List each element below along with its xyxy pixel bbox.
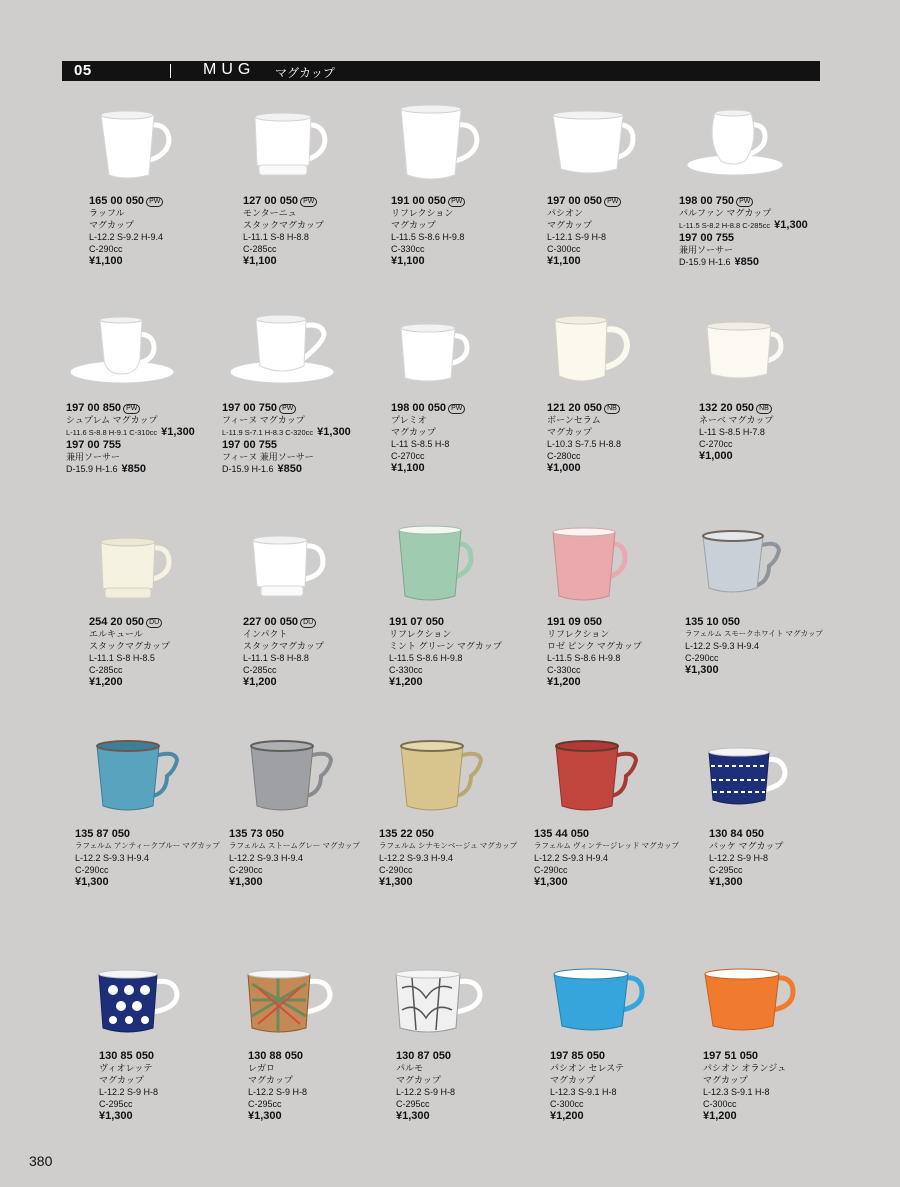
product-price: ¥1,300	[685, 664, 719, 676]
product-price: ¥1,000	[699, 450, 733, 462]
product-name: リフレクション	[389, 629, 452, 639]
mug-photo	[679, 103, 789, 193]
line-badge: PW	[300, 197, 317, 207]
product-name: ラフェルム ストームグレー マグカップ	[229, 841, 360, 850]
mug-photo	[685, 524, 795, 614]
line-badge: PW	[736, 197, 753, 207]
product-item[interactable]	[703, 958, 853, 1122]
product-capacity: C-295cc	[248, 1099, 282, 1109]
product-name: ヴィオレッテ	[99, 1063, 153, 1073]
product-capacity: C-300cc	[547, 244, 581, 254]
section-title-jp: マグカップ	[275, 66, 335, 80]
product-dimensions: L-11.1 S-8 H-8.8	[243, 232, 309, 242]
product-capacity: C-285cc	[89, 665, 123, 675]
product-code: 191 00 050	[391, 195, 447, 207]
product-code: 191 09 050	[547, 616, 603, 628]
product-type: スタックマグカップ	[243, 641, 324, 651]
product-dimensions: L-12.2 S-9 H-8	[396, 1087, 456, 1097]
product-code: 121 20 050	[547, 402, 603, 414]
saucer-code: 197 00 755	[679, 232, 735, 244]
product-dimensions: L-11.5 S-8.6 H-9.8	[391, 232, 465, 242]
product-code: 197 00 750	[222, 402, 278, 414]
product-item[interactable]	[75, 736, 225, 888]
product-name: モンターニュ	[243, 208, 297, 218]
product-item[interactable]	[709, 736, 859, 888]
mug-photo	[248, 958, 358, 1048]
saucer-dimensions: D-15.9 H-1.6	[679, 257, 731, 267]
product-item[interactable]	[391, 310, 541, 474]
line-badge: NB	[756, 404, 772, 414]
mug-photo	[99, 958, 209, 1048]
saucer-price: ¥850	[734, 256, 760, 268]
saucer-name: 兼用ソーサー	[66, 452, 121, 462]
product-item[interactable]	[243, 103, 393, 267]
product-code: 135 44 050	[534, 828, 590, 840]
line-badge: DU	[146, 618, 162, 628]
product-price: ¥1,200	[243, 676, 277, 688]
product-item[interactable]	[243, 524, 393, 688]
product-type: マグカップ	[396, 1075, 441, 1085]
product-capacity: C-330cc	[391, 244, 425, 254]
product-capacity: C-290cc	[379, 865, 413, 875]
mug-photo	[534, 736, 644, 826]
product-item[interactable]	[391, 103, 541, 267]
product-dimensions: L-12.2 S-9.3 H-9.4	[685, 641, 760, 651]
product-dimensions: L-12.1 S-9 H-8	[547, 232, 607, 242]
product-name: リフレクション	[391, 208, 454, 218]
product-capacity: C-290cc	[685, 653, 719, 663]
section-title-en: MUG	[203, 61, 256, 78]
product-name: シュプレム マグカップ	[66, 415, 158, 425]
product-item[interactable]	[396, 958, 546, 1122]
product-dimensions: L-11.6 S-8.8 H-9.1 C-310cc	[66, 428, 158, 437]
product-price: ¥1,200	[389, 676, 423, 688]
mug-photo	[66, 310, 176, 400]
mug-photo	[547, 103, 657, 193]
product-price: ¥1,300	[229, 876, 263, 888]
product-price: ¥1,300	[396, 1110, 430, 1122]
product-code: 227 00 050	[243, 616, 299, 628]
product-price: ¥1,200	[703, 1110, 737, 1122]
mug-photo	[89, 103, 199, 193]
product-type: マグカップ	[248, 1075, 293, 1085]
mug-photo	[547, 310, 657, 400]
product-capacity: C-290cc	[229, 865, 263, 875]
product-type: スタックマグカップ	[89, 641, 170, 651]
product-code: 127 00 050	[243, 195, 299, 207]
product-price: ¥1,300	[248, 1110, 282, 1122]
product-code: 191 07 050	[389, 616, 445, 628]
product-item[interactable]	[99, 958, 249, 1122]
product-price: ¥1,000	[547, 462, 581, 474]
product-dimensions: L-11.5 S-8.6 H-9.8	[547, 653, 621, 663]
product-price: ¥1,300	[161, 426, 195, 438]
product-dimensions: L-12.2 S-9.2 H-9.4	[89, 232, 164, 242]
product-item[interactable]	[679, 103, 839, 268]
product-code: 254 20 050	[89, 616, 145, 628]
saucer-code: 197 00 755	[66, 439, 122, 451]
product-price: ¥1,300	[75, 876, 109, 888]
section-number: 05	[74, 62, 92, 79]
mug-photo	[391, 310, 501, 400]
saucer-dimensions: D-15.9 H-1.6	[66, 464, 118, 474]
product-price: ¥1,300	[534, 876, 568, 888]
product-name: ラッフル	[89, 208, 125, 218]
product-name: バッケ マグカップ	[709, 841, 784, 851]
product-name: ラフェルム シナモンベージュ マグカップ	[379, 841, 518, 850]
product-type: マグカップ	[547, 220, 592, 230]
product-name: インパクト	[243, 629, 288, 639]
product-capacity: C-330cc	[547, 665, 581, 675]
mug-photo	[389, 524, 499, 614]
product-code: 165 00 050	[89, 195, 145, 207]
product-type: マグカップ	[391, 220, 436, 230]
product-price: ¥1,100	[89, 255, 123, 267]
product-price: ¥1,300	[379, 876, 413, 888]
product-capacity: C-290cc	[75, 865, 109, 875]
product-dimensions: L-12.2 S-9.3 H-9.4	[229, 853, 304, 863]
product-item[interactable]	[66, 310, 226, 475]
product-type: マグカップ	[703, 1075, 748, 1085]
product-item[interactable]	[547, 103, 697, 267]
product-capacity: C-285cc	[243, 665, 277, 675]
line-badge: NB	[604, 404, 620, 414]
mug-photo	[229, 736, 339, 826]
product-dimensions: L-11 S-8.5 H-8	[391, 439, 450, 449]
mug-photo	[709, 736, 819, 826]
product-name: パシオン セレステ	[550, 1063, 625, 1073]
product-type: マグカップ	[550, 1075, 595, 1085]
saucer-code: 197 00 755	[222, 439, 278, 451]
product-code: 130 84 050	[709, 828, 765, 840]
product-name: ラフェルム アンティークブルー マグカップ	[75, 841, 220, 850]
product-name: パシオン オランジュ	[703, 1063, 787, 1073]
product-item[interactable]	[248, 958, 398, 1122]
saucer-name: 兼用ソーサー	[679, 245, 734, 255]
product-dimensions: L-12.2 S-9 H-8	[99, 1087, 159, 1097]
product-name: パシオン	[547, 208, 584, 218]
product-item[interactable]	[685, 524, 845, 676]
product-price: ¥1,100	[243, 255, 277, 267]
product-item[interactable]	[379, 736, 529, 888]
product-price: ¥1,200	[89, 676, 123, 688]
product-dimensions: L-11.5 S-8.6 H-9.8	[389, 653, 463, 663]
line-badge: PW	[448, 404, 465, 414]
product-capacity: C-295cc	[709, 865, 743, 875]
saucer-dimensions: D-15.9 H-1.6	[222, 464, 274, 474]
product-capacity: C-290cc	[89, 244, 123, 254]
product-item[interactable]	[550, 958, 700, 1122]
saucer-price: ¥850	[277, 463, 303, 475]
product-dimensions: L-12.3 S-9.1 H-8	[550, 1087, 617, 1097]
line-badge: DU	[300, 618, 316, 628]
product-dimensions: L-12.2 S-9.3 H-9.4	[534, 853, 609, 863]
product-dimensions: L-10.3 S-7.5 H-8.8	[547, 439, 622, 449]
product-type: マグカップ	[99, 1075, 144, 1085]
header-divider	[170, 64, 171, 78]
product-capacity: C-295cc	[99, 1099, 133, 1109]
product-code: 197 00 850	[66, 402, 122, 414]
product-code: 135 10 050	[685, 616, 741, 628]
saucer-price: ¥850	[121, 463, 147, 475]
mug-photo	[75, 736, 185, 826]
product-name: リフレクション	[547, 629, 610, 639]
product-type: ミント グリーン マグカップ	[389, 641, 502, 651]
product-code: 135 87 050	[75, 828, 131, 840]
product-name: エルキュール	[89, 629, 143, 639]
product-code: 198 00 050	[391, 402, 447, 414]
product-dimensions: L-12.3 S-9.1 H-8	[703, 1087, 770, 1097]
product-code: 135 22 050	[379, 828, 435, 840]
line-badge: PW	[604, 197, 621, 207]
product-code: 132 20 050	[699, 402, 755, 414]
product-dimensions: L-12.2 S-9.3 H-9.4	[379, 853, 454, 863]
mug-photo	[550, 958, 660, 1048]
product-type: マグカップ	[547, 427, 592, 437]
product-price: ¥1,200	[550, 1110, 584, 1122]
mug-photo	[396, 958, 506, 1048]
product-item[interactable]	[547, 524, 697, 688]
product-name: プレミオ	[391, 415, 427, 425]
product-code: 130 88 050	[248, 1050, 304, 1062]
product-code: 130 85 050	[99, 1050, 155, 1062]
product-code: 130 87 050	[396, 1050, 452, 1062]
product-code: 197 51 050	[703, 1050, 759, 1062]
product-type: マグカップ	[391, 427, 436, 437]
product-item[interactable]	[229, 736, 379, 888]
product-price: ¥1,300	[709, 876, 743, 888]
product-item[interactable]	[389, 524, 539, 688]
product-name: レガロ	[248, 1063, 276, 1073]
mug-photo	[547, 524, 657, 614]
product-dimensions: L-12.2 S-9.3 H-9.4	[75, 853, 150, 863]
product-price: ¥1,300	[99, 1110, 133, 1122]
section-header-bar	[62, 61, 820, 81]
mug-photo	[379, 736, 489, 826]
page-number: 380	[29, 1153, 53, 1169]
mug-photo	[243, 103, 353, 193]
product-price: ¥1,300	[317, 426, 351, 438]
product-dimensions: L-11.1 S-8 H-8.5	[89, 653, 155, 663]
mug-photo	[391, 103, 501, 193]
line-badge: PW	[123, 404, 140, 414]
product-dimensions: L-11.9 S-7.1 H-8.3 C-320cc	[222, 428, 314, 437]
product-type: マグカップ	[89, 220, 134, 230]
product-code: 198 00 750	[679, 195, 735, 207]
product-type: ロゼ ピンク マグカップ	[547, 641, 642, 651]
product-capacity: C-300cc	[703, 1099, 737, 1109]
product-dimensions: L-11.5 S-8.2 H-8.8 C-285cc	[679, 221, 771, 230]
product-dimensions: L-11.1 S-8 H-8.8	[243, 653, 309, 663]
product-code: 135 73 050	[229, 828, 285, 840]
product-name: パルファン マグカップ	[679, 208, 772, 218]
saucer-name: フィーヌ 兼用ソーサー	[222, 452, 314, 462]
product-price: ¥1,100	[391, 462, 425, 474]
product-dimensions: L-12.2 S-9 H-8	[248, 1087, 308, 1097]
product-capacity: C-280cc	[547, 451, 581, 461]
mug-photo	[89, 524, 199, 614]
mug-photo	[222, 310, 332, 400]
product-name: ラフェルム スモークホワイト マグカップ	[685, 629, 823, 638]
product-capacity: C-295cc	[396, 1099, 430, 1109]
product-name: ネーベ マグカップ	[699, 415, 774, 425]
product-item[interactable]	[89, 524, 239, 688]
product-price: ¥1,100	[391, 255, 425, 267]
product-name: ラフェルム ヴィンテージレッド マグカップ	[534, 841, 680, 850]
product-item[interactable]	[699, 310, 849, 462]
product-name: パルモ	[396, 1063, 424, 1073]
product-dimensions: L-12.2 S-9 H-8	[709, 853, 769, 863]
product-code: 197 00 050	[547, 195, 603, 207]
product-capacity: C-285cc	[243, 244, 277, 254]
product-type: スタックマグカップ	[243, 220, 324, 230]
product-price: ¥1,100	[547, 255, 581, 267]
product-price: ¥1,200	[547, 676, 581, 688]
product-name: フィーヌ マグカップ	[222, 415, 305, 425]
product-capacity: C-270cc	[391, 451, 425, 461]
product-dimensions: L-11 S-8.5 H-7.8	[699, 427, 765, 437]
product-item[interactable]	[89, 103, 239, 267]
product-code: 197 85 050	[550, 1050, 606, 1062]
product-item[interactable]	[547, 310, 697, 474]
product-item[interactable]	[222, 310, 382, 475]
product-capacity: C-300cc	[550, 1099, 584, 1109]
line-badge: PW	[146, 197, 163, 207]
product-capacity: C-290cc	[534, 865, 568, 875]
product-name: ボーンセラム	[547, 415, 601, 425]
line-badge: PW	[448, 197, 465, 207]
mug-photo	[703, 958, 813, 1048]
mug-photo	[699, 310, 809, 400]
product-capacity: C-330cc	[389, 665, 423, 675]
product-price: ¥1,300	[774, 219, 808, 231]
line-badge: PW	[279, 404, 296, 414]
product-capacity: C-270cc	[699, 439, 733, 449]
mug-photo	[243, 524, 353, 614]
product-item[interactable]	[534, 736, 684, 888]
